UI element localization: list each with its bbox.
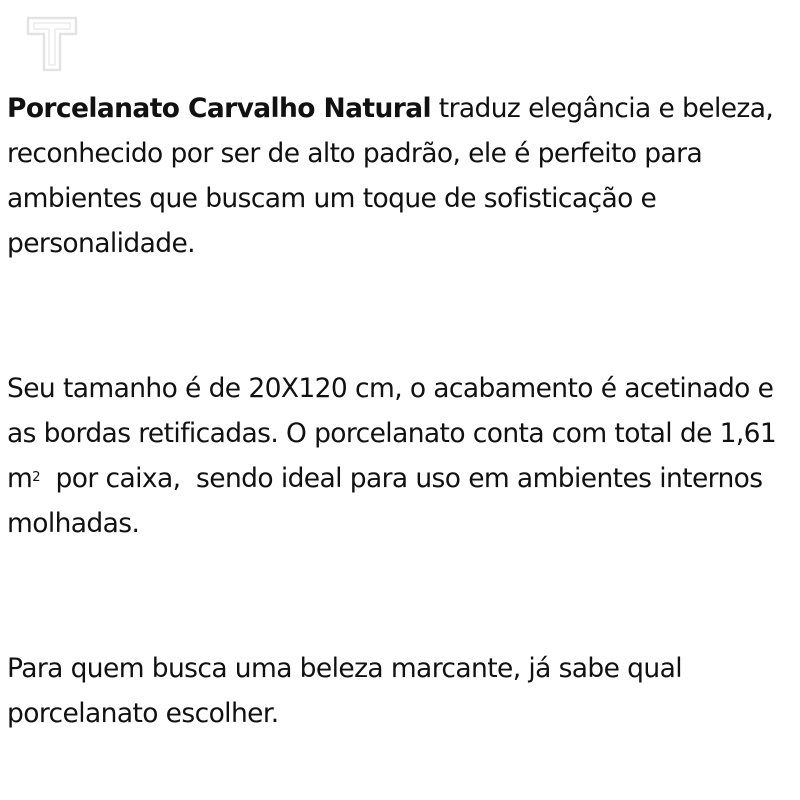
description-text: traduz elegância e beleza, reconhecido por ser de alto padrão, ele é perfeito para ambientes que buscam um toque de sofisticação e personalidade. <box>7 93 774 259</box>
closing-paragraph <box>7 646 797 736</box>
description-paragraph <box>7 86 797 266</box>
product-name: Porcelanato Carvalho Natural <box>7 93 431 124</box>
specifications-paragraph <box>7 366 797 546</box>
specifications-text: Seu tamanho é de 20X120 cm, o acabamento é acetinado e as bordas retificadas. O porcelanato conta com total de 1,61 m <box>7 373 777 494</box>
brand-t-logo-icon <box>24 14 80 74</box>
closing-text: Para quem busca uma beleza marcante, já sabe qual porcelanato escolher. <box>7 653 682 729</box>
specifications-text-end: por caixa, sendo ideal para uso em ambientes internos molhadas. <box>7 463 771 539</box>
square-meter-exponent: 2 <box>32 470 40 485</box>
